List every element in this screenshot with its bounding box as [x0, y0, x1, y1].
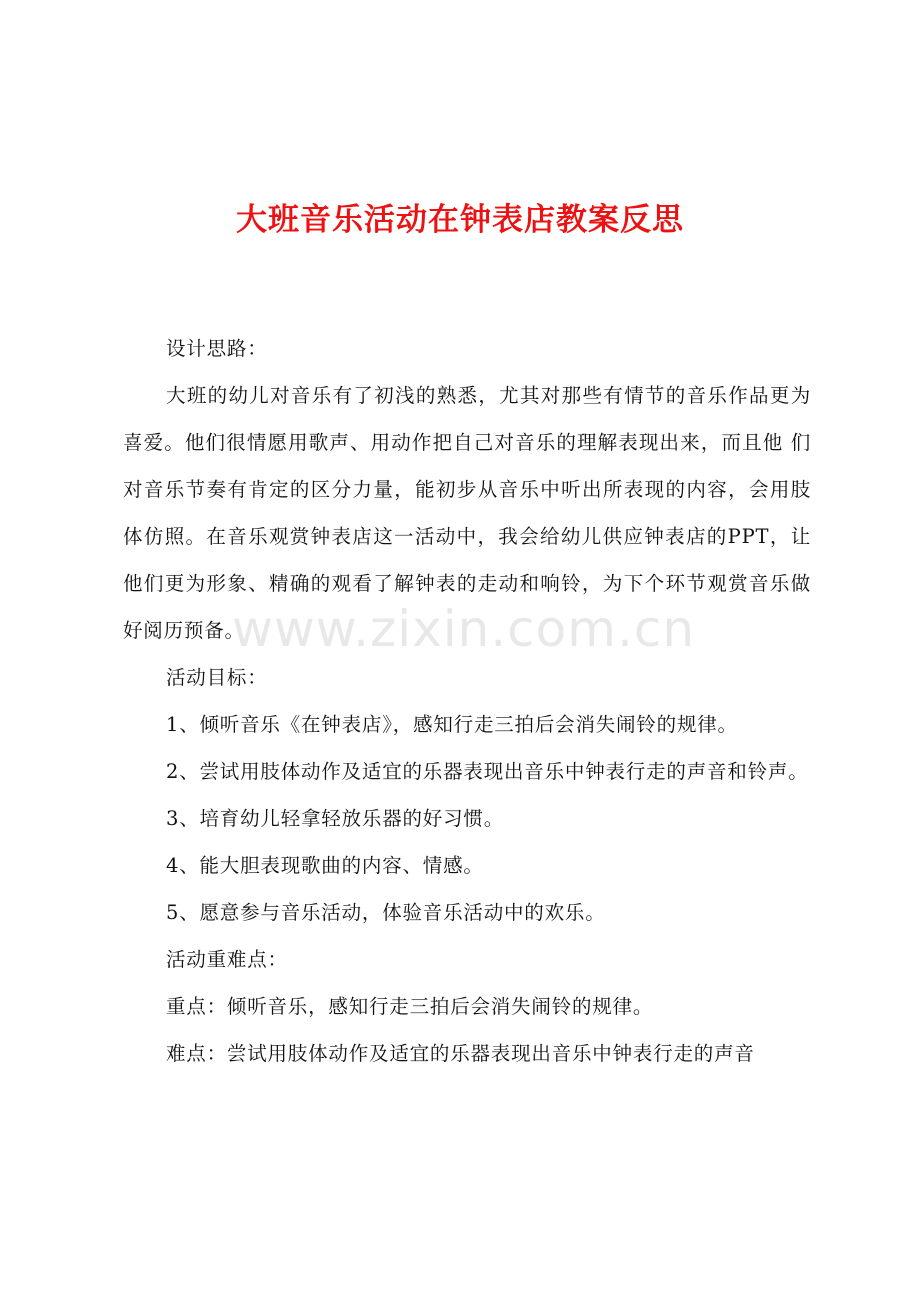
paragraph: 大班的幼儿对音乐有了初浅的熟悉，尤其对那些有情节的音乐作品更为喜爱。他们很情愿用歌声、用动作把自己对音乐的理解表现出来，而且他 们对音乐节奏有肯定的区分力量，能初步从音乐中听出所表现的内容，会用肢体仿照。在音乐观赏钟表店这一活动中，我会给幼儿供应钟表店的PPT，让他们更为形象、精确的观看了解钟表的走动和响铃，为下个环节观赏音乐做好阅历预备。 — [123, 384, 811, 642]
paragraph: 重点：倾听音乐，感知行走三拍后会消失闹铃的规律。 — [166, 995, 654, 1018]
paragraph: 4、能大胆表现歌曲的内容、情感。 — [166, 854, 484, 877]
document-title: 大班音乐活动在钟表店教案反思 — [236, 202, 684, 238]
paragraph: 3、培育幼儿轻拿轻放乐器的好习惯。 — [166, 807, 505, 830]
paragraph: 设计思路： — [166, 337, 268, 360]
document-body — [123, 325, 811, 1077]
paragraph: 5、愿意参与音乐活动，体验音乐活动中的欢乐。 — [166, 901, 606, 924]
paragraph: 难点：尝试用肢体动作及适宜的乐器表现出音乐中钟表行走的声音 — [166, 1042, 755, 1065]
paragraph: 2、尝试用肢体动作及适宜的乐器表现出音乐中钟表行走的声音和铃声。 — [166, 760, 809, 783]
paragraph: 1、倾听音乐《在钟表店》，感知行走三拍后会消失闹铃的规律。 — [166, 713, 738, 736]
paragraph: 活动目标： — [166, 666, 268, 689]
watermark-text: www.zixin.com.cn — [232, 600, 696, 658]
paragraph: 活动重难点： — [166, 948, 288, 971]
